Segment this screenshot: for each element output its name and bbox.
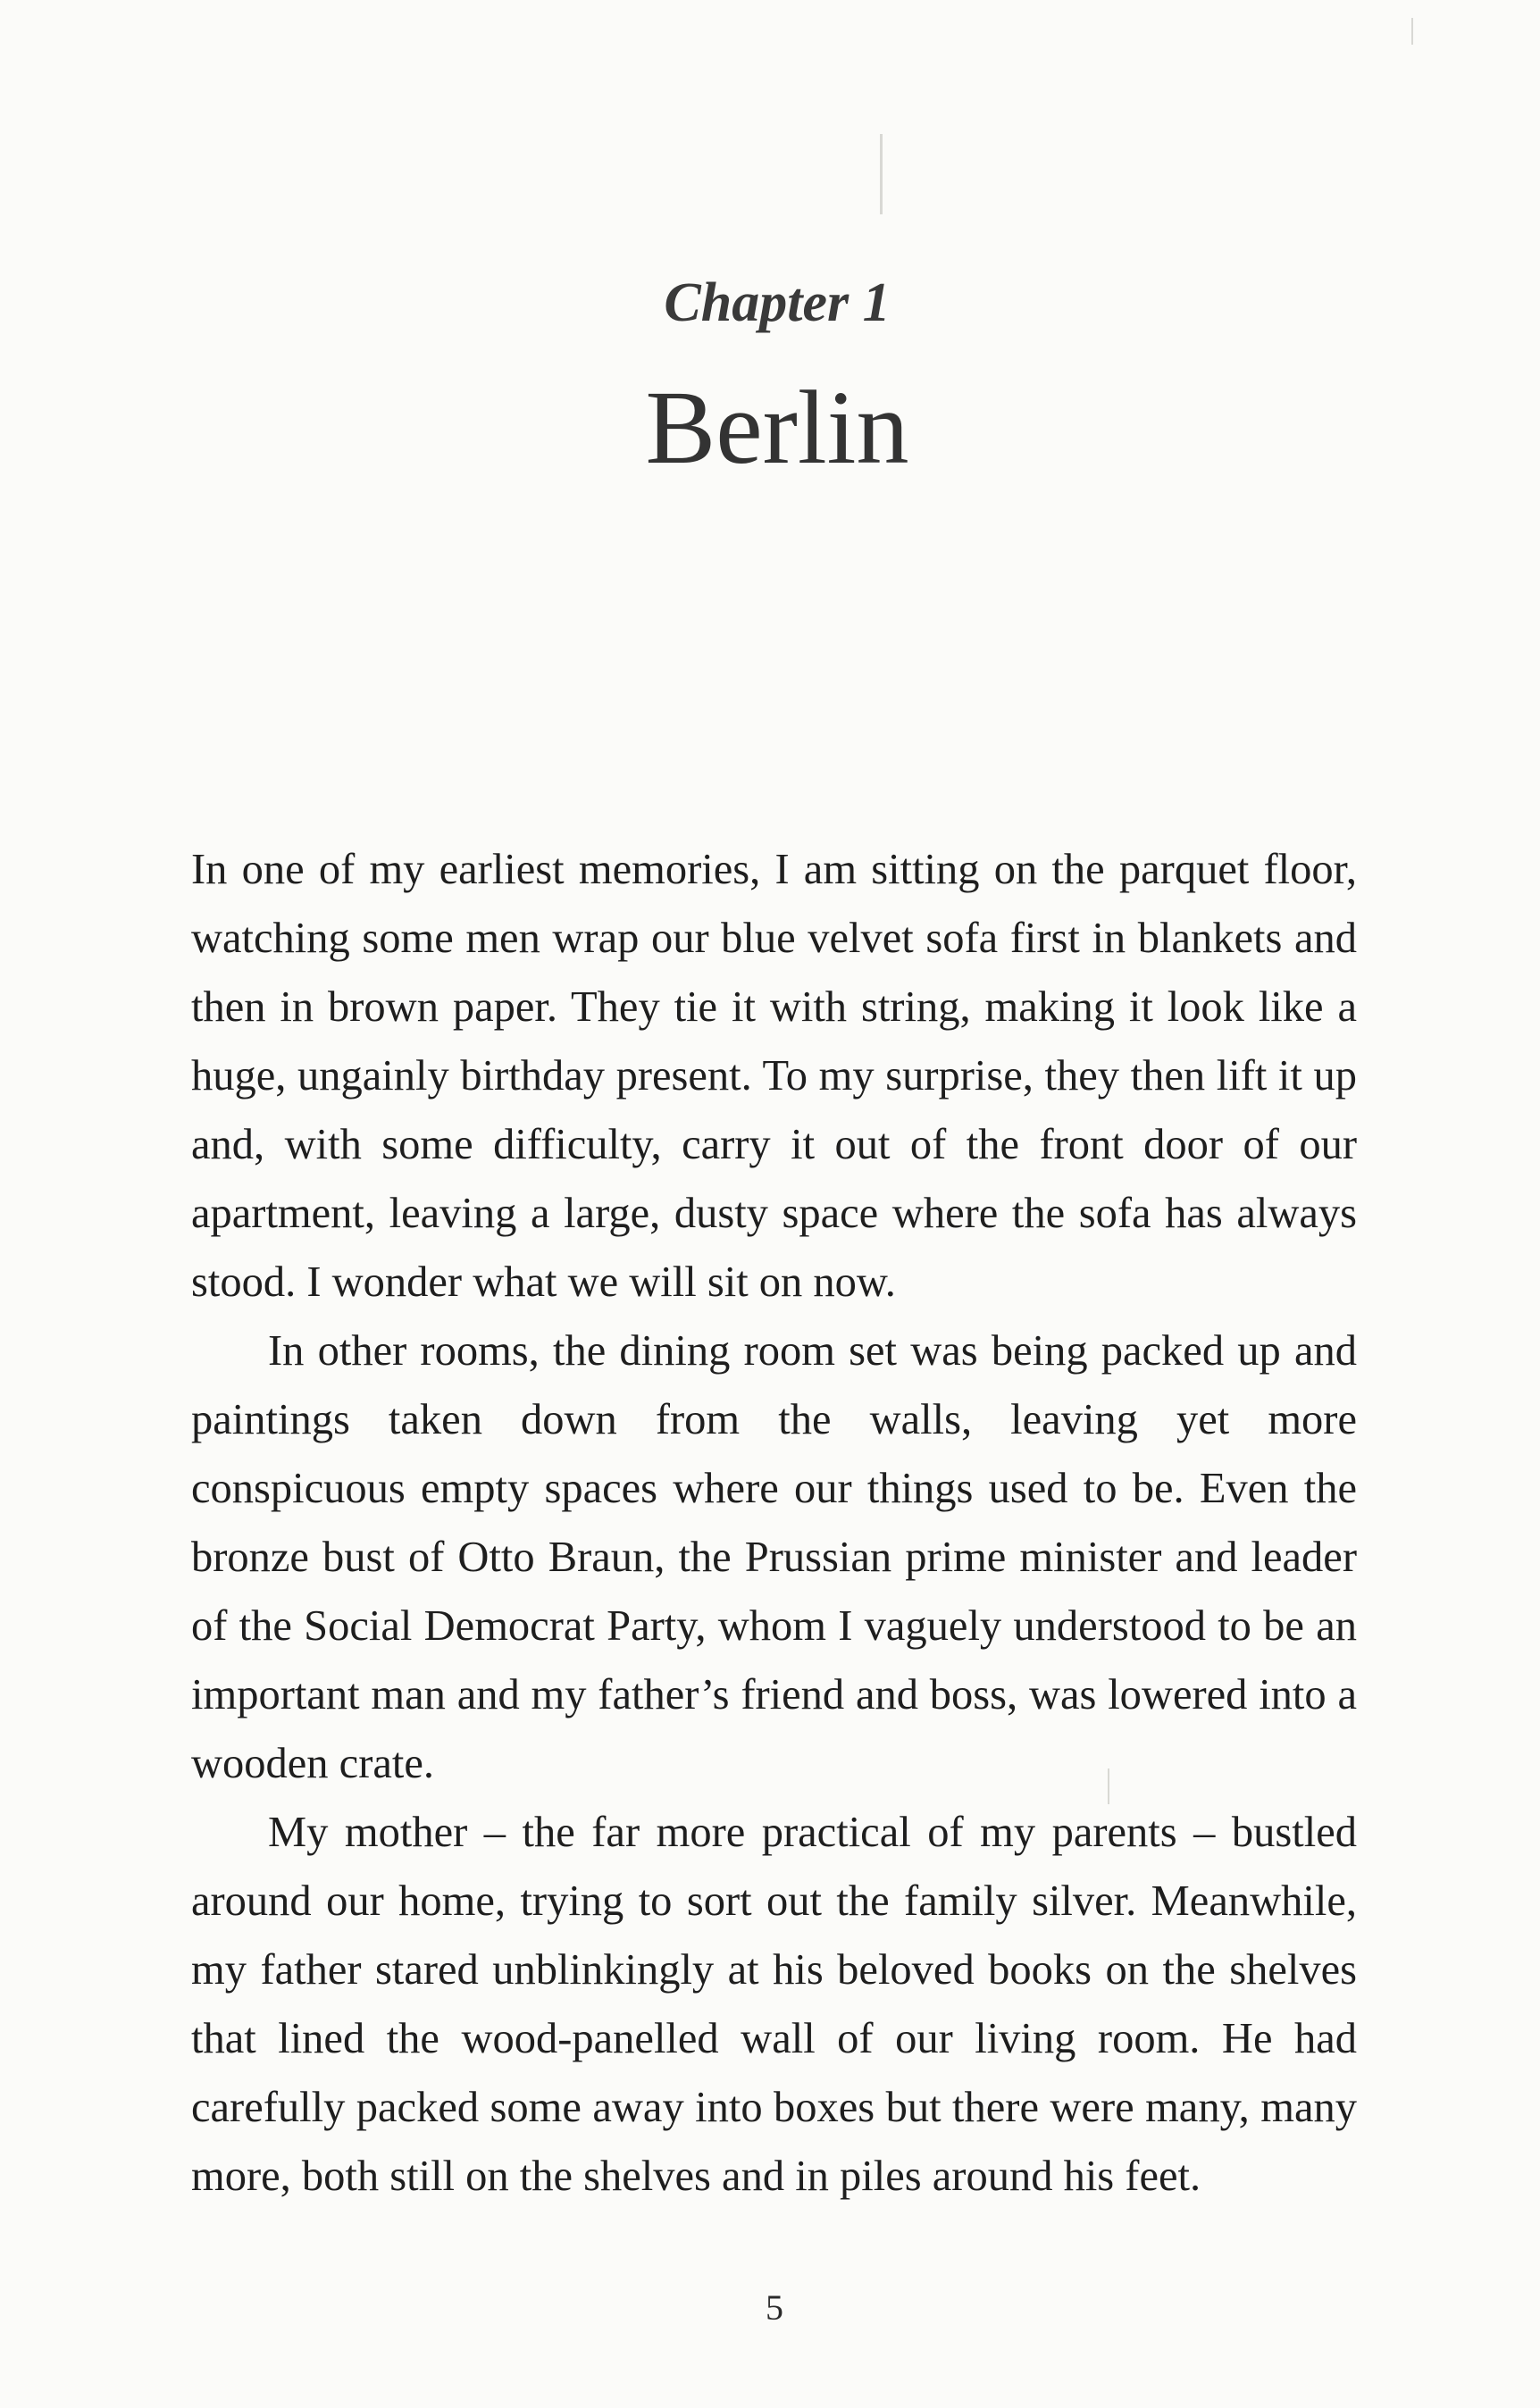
body-text: [191, 835, 1357, 2211]
paragraph: My mother – the far more practical of my parents – bustled around our home, trying to sort out the family silver. Meanwhile, my father stared unblinkingly at his beloved books on the shelves that lined the wood-panelled wall of our living room. He had carefully packed some away into boxes but there were many, many more, both still on the shelves and in piles around his feet.: [191, 1809, 1357, 2200]
scan-artifact: [1411, 18, 1413, 45]
paragraph: In other rooms, the dining room set was being packed up and paintings taken down from the walls, leaving yet more conspicuous empty spaces where our things used to be. Even the bronze bust of Otto Braun, the Prussian prime minister and leader of the Social Democrat Party, whom I vaguely understood to be an important man and my father’s friend and boss, was lowered into a wooden crate.: [191, 1327, 1357, 1787]
paragraph: In one of my earliest memories, I am sitting on the parquet floor, watching some men wrap our blue velvet sofa first in blankets and then in brown paper. They tie it with string, making it look like a huge, ungainly birthday present. To my surprise, they then lift it up and, with some difficulty, carry it out of the front door of our apartment, leaving a large, dusty space where the sofa has always stood. I wonder what we will sit on now.: [191, 846, 1357, 1306]
page-number: 5: [766, 2287, 783, 2328]
chapter-title: Berlin: [645, 369, 909, 486]
scan-artifact: [880, 134, 883, 214]
chapter-label: Chapter 1: [664, 272, 891, 333]
